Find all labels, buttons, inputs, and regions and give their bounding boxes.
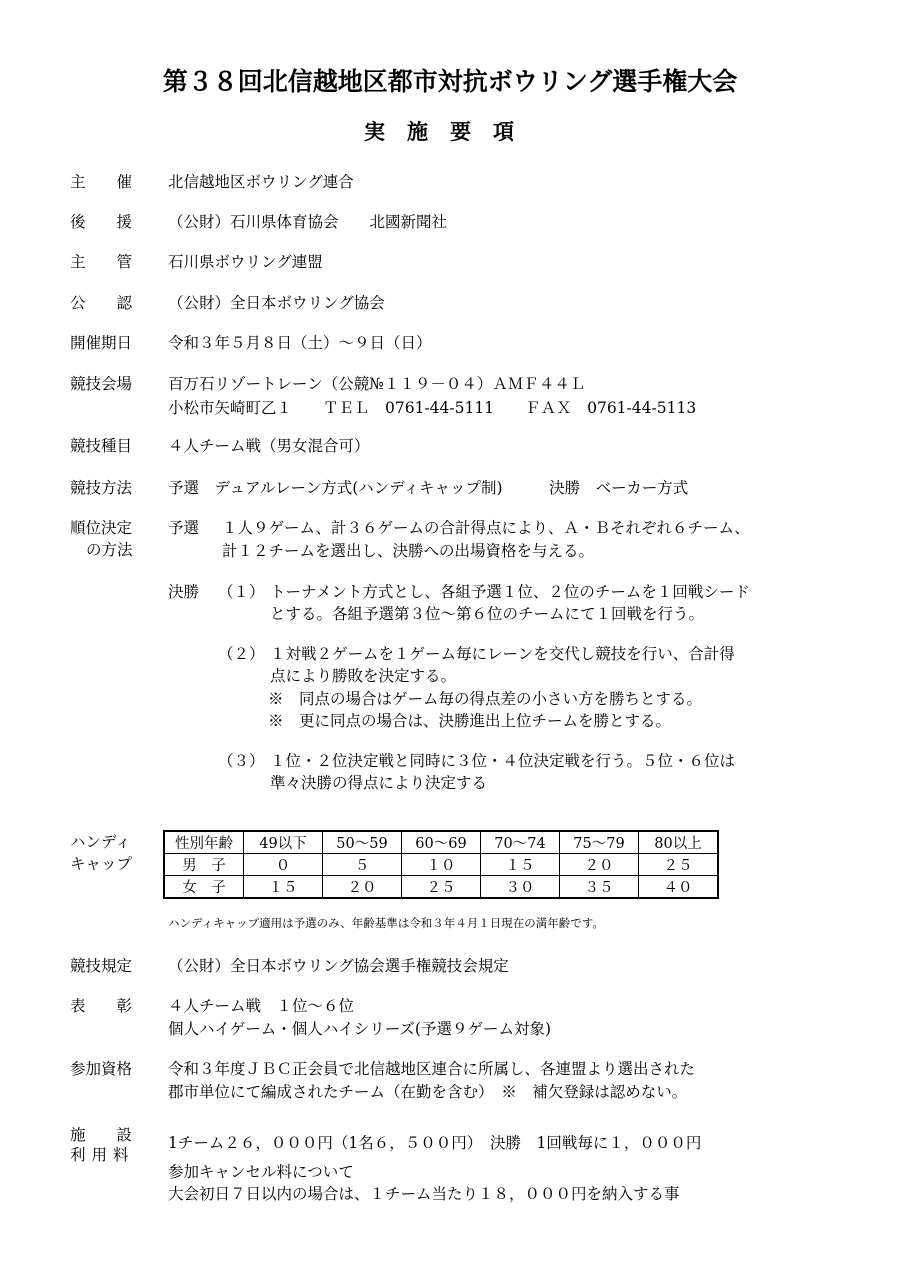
table-cell: ２０ <box>560 854 639 876</box>
label-shumoku: 競技種目 <box>70 437 133 455</box>
text-kaijo-line2: 小松市矢崎町乙１ ＴＥＬ 0761-44-5111 ＦＡＸ 0761-44-5113 <box>168 399 697 417</box>
table-row <box>164 876 718 899</box>
text-kaisai: 令和３年５月８日（土）～９日（日） <box>168 334 432 352</box>
table-cell: ３０ <box>481 876 560 899</box>
label-koen: 後 援 <box>70 213 133 231</box>
text-shisetsu-line1: 1チーム２６，０００円（1名６，５００円） 決勝 1回戦毎に１，０００円 <box>168 1134 702 1152</box>
juni-item3-line1: １位・２位決定戦と同時に３位・４位決定戦を行う。５位・６位は <box>270 752 736 770</box>
text-koen: （公財）石川県体育協会 北國新聞社 <box>168 213 448 231</box>
label-konin: 公 認 <box>70 294 133 312</box>
table-cell: １０ <box>402 854 481 876</box>
juni-yosen-line2: 計１２チームを選出し、決勝への出場資格を与える。 <box>222 542 595 560</box>
header-cell: 75～79 <box>560 831 639 854</box>
text-shukan: 石川県ボウリング連盟 <box>168 253 323 271</box>
juni-yosen-line1: １人９ゲーム、計３６ゲームの合計得点により、Ａ・Ｂそれぞれ６チーム、 <box>222 519 750 537</box>
label-shusai: 主 催 <box>70 173 133 191</box>
juni-item1-num: （１） <box>218 583 265 601</box>
table-row <box>164 854 718 876</box>
text-hyosho-line1: ４人チーム戦 １位～６位 <box>168 997 355 1015</box>
table-cell: ４０ <box>639 876 719 899</box>
juni-item1-line1: トーナメント方式とし、各組予選１位、２位のチームを１回戦シード <box>270 583 750 601</box>
label-hoho: 競技方法 <box>70 479 133 497</box>
juni-note2: ※ 更に同点の場合は、決勝進出上位チームを勝とする。 <box>268 712 672 730</box>
label-shikaku: 参加資格 <box>70 1060 133 1078</box>
text-shusai: 北信越地区ボウリング連合 <box>168 173 354 191</box>
text-shumoku: ４人チーム戦（男女混合可） <box>168 437 370 455</box>
juni-item3-line2: 準々決勝の得点により決定する <box>270 774 488 792</box>
label-shisetsu-2: 利用料 <box>70 1146 135 1164</box>
text-shikaku-line1: 令和３年度ＪＢＣ正会員で北信越地区連合に所属し、各連盟より選出された <box>168 1060 696 1078</box>
table-cell: １５ <box>244 876 323 899</box>
juni-item3-num: （３） <box>218 752 265 770</box>
text-hoho: 予選 デュアルレーン方式(ハンディキャップ制) 決勝 ベーカー方式 <box>168 479 689 497</box>
juni-note1: ※ 同点の場合はゲーム毎の得点差の小さい方を勝ちとする。 <box>268 690 703 708</box>
label-shukan: 主 管 <box>70 253 133 271</box>
text-shisetsu-line2: 参加キャンセル料について <box>168 1163 354 1181</box>
juni-item2-num: （２） <box>218 645 265 663</box>
label-handicap-2: キャップ <box>70 855 133 873</box>
table-cell: ５ <box>323 854 402 876</box>
text-shisetsu-line3: 大会初日７日以内の場合は、１チーム当たり１８，０００円を納入する事 <box>168 1185 680 1203</box>
header-cell: 49以下 <box>244 831 323 854</box>
label-kitei: 競技規定 <box>70 957 133 975</box>
header-cell: 50～59 <box>323 831 402 854</box>
document-subtitle: 実施要項 <box>364 120 536 144</box>
table-cell: ０ <box>244 854 323 876</box>
table-header-row <box>164 831 718 854</box>
table-cell: ２０ <box>323 876 402 899</box>
label-kaijo: 競技会場 <box>70 375 133 393</box>
juni-item2-line1: １対戦２ゲームを１ゲーム毎にレーンを交代し競技を行い、合計得 <box>270 645 735 663</box>
handicap-note: ハンディキャップ適用は予選のみ、年齢基準は令和３年４月１日現在の満年齢です。 <box>168 916 604 930</box>
header-cell: 70～74 <box>481 831 560 854</box>
text-hyosho-line2: 個人ハイゲーム・個人ハイシリーズ(予選９ゲーム対象) <box>168 1020 552 1038</box>
label-shisetsu-1: 施 設 <box>70 1126 133 1144</box>
label-juni-1: 順位決定 <box>70 519 133 537</box>
header-cell: 80以上 <box>639 831 719 854</box>
label-juni-2: の方法 <box>86 541 133 559</box>
text-kitei: （公財）全日本ボウリング協会選手権競技会規定 <box>168 957 509 975</box>
table-cell: ３５ <box>560 876 639 899</box>
table-cell: １５ <box>481 854 560 876</box>
label-handicap-1: ハンディ <box>70 833 131 851</box>
header-cell: 60～69 <box>402 831 481 854</box>
juni-kessho-head: 決勝 <box>168 583 200 601</box>
juni-item1-line2: とする。各組予選第３位～第６位のチームにて１回戦を行う。 <box>270 605 705 623</box>
table-cell: ２５ <box>639 854 719 876</box>
juni-item2-line2: 点により勝敗を決定する。 <box>270 667 457 685</box>
text-kaijo-line1: 百万石リゾートレーン（公競№１１９－０４）ＡＭＦ４４Ｌ <box>168 375 586 393</box>
label-kaisai: 開催期日 <box>70 334 133 352</box>
table-cell: 男 子 <box>164 854 244 876</box>
table-cell: 女 子 <box>164 876 244 899</box>
juni-yosen-head: 予選 <box>168 519 200 537</box>
handicap-table <box>163 830 719 899</box>
label-hyosho: 表 彰 <box>70 997 133 1015</box>
header-cell: 性別年齢 <box>164 831 244 854</box>
text-konin: （公財）全日本ボウリング協会 <box>168 294 385 312</box>
text-shikaku-line2: 郡市単位にて編成されたチーム（在勤を含む） ※ 補欠登録は認めない。 <box>168 1083 688 1101</box>
document-title: 第３８回北信越地区都市対抗ボウリング選手権大会 <box>162 67 738 96</box>
table-cell: ２５ <box>402 876 481 899</box>
